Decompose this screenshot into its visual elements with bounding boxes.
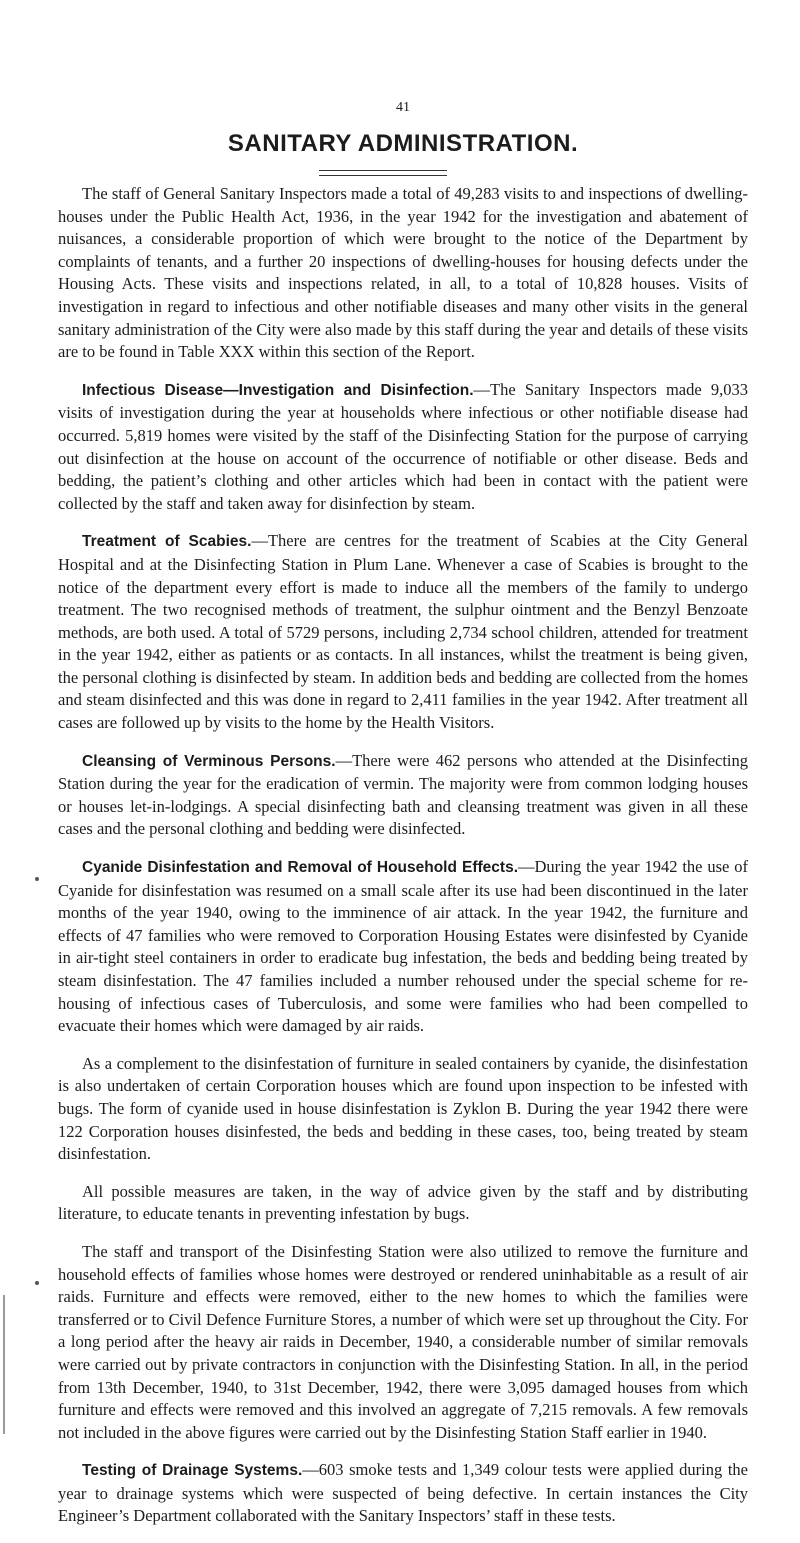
section-heading: Testing of Drainage Systems. [82,1462,303,1480]
section-heading: Infectious Disease—Investigation and Disinfection. [82,381,474,399]
section-heading: Cleansing of Verminous Persons. [82,752,336,770]
page-title: SANITARY ADMINISTRATION. [227,130,579,157]
section-heading: Treatment of Scabies. [82,533,252,551]
paragraph-text: —603 smoke tests and 1,349 colour tests were applied during the year to drainage systems which were suspected of being defective. In certain instances the City Engineer’s Department collaborated with the Sanitary Inspectors’ staff in these tests. [58,1460,748,1526]
paragraph-verminous-persons [58,750,748,841]
scan-edge-mark [3,1295,5,1434]
paragraph-scabies [58,530,748,734]
paragraph-text: —The Sanitary Inspectors made 9,033 visits of investigation during the year at households where infectious or other notifiable disease had occurred. 5,819 homes were visited by the staff of the Disinfecting Station for the purpose of carrying out disinfection at the house on account of the occurrence of notifiable or other disease. Beds and bedding, the patient’s clothing and other articles which had been in contact with the patient were collected by the staff and taken away for disinfection by steam. [58,379,748,513]
page-number: 41 [396,100,410,115]
scan-speck [35,1281,39,1285]
body-text [58,183,748,1543]
paragraph-text: The staff and transport of the Disinfesting Station were also utilized to remove the furniture and household effects of families whose homes were destroyed or rendered uninhabitable as a result of air raids. Furniture and effects were removed, either to the new homes to which the families were transferred or to Civil Defence Furniture Stores, a number of which were set up throughout the City. For a long period after the heavy air raids in December, 1940, a considerable number of similar removals were carried out by private contractors in conjunction with the Disinfesting Station. In all, in the period from 13th December, 1940, to 31st December, 1942, there were 3,095 damaged houses from which furniture and effects were removed and this involved an aggregate of 7,215 removals. A few removals not included in the above figures were carried out by the Disinfesting Station Staff earlier in 1940. [58,1241,748,1442]
paragraph-removals [58,1241,748,1444]
paragraph-text: As a complement to the disinfestation of furniture in sealed containers by cyanide, the disinfestation is also undertaken of certain Corporation houses which are found upon inspection to be infested with bugs. The form of cyanide used in house disinfestation is Zyklon B. During the year 1942 there were 122 Corporation houses disinfested, the beds and bedding in these cases, too, being treated by steam disinfestation. [58,1053,748,1164]
title-underline [319,170,447,176]
scan-speck [35,877,39,881]
section-heading: Cyanide Disinfestation and Removal of Household Effects. [82,859,519,877]
paragraph-intro [58,183,748,364]
paragraph-text: —There were 462 persons who attended at the Disinfecting Station during the year for the eradication of vermin. The majority were from common lodging houses or houses let-in-lodgings. A special disinfecting bath and cleansing treatment was given in all these cases and the personal clothing and bedding were disinfected. [58,750,749,839]
paragraph-advice [58,1181,748,1226]
paragraph-text: All possible measures are taken, in the way of advice given by the staff and by distributing literature, to educate tenants in preventing infestation by bugs. [58,1181,748,1224]
paragraph-cyanide [58,856,748,1038]
paragraph-text: —During the year 1942 the use of Cyanide for disinfestation was resumed on a small scale after its use had been discontinued in the later months of the year 1940, owing to the imminence of air attack. In the year 1942, the furniture and effects of 47 families who were removed to Corporation Housing Estates were disinfested by Cyanide in air-tight steel containers in order to eradicate bug infestation, the beds and bedding being treated by steam disinfestation. The 47 families included a number rehoused under the special scheme for re-housing of infectious cases of Tuberculosis, and some were families who had been compelled to evacuate their homes which were damaged by air raids. [58,857,748,1036]
paragraph-house-disinfestation [58,1053,748,1166]
paragraph-text: The staff of General Sanitary Inspectors made a total of 49,283 visits to and inspections of dwelling-houses under the Public Health Act, 1936, in the year 1942 for the investigation and abatement of nuisances, a considerable proportion of which were brought to the notice of the Department by complaints of tenants, and a further 20 inspections of dwelling-houses for housing defects under the Housing Acts. These visits and inspections related, in all, to a total of 10,828 houses. Visits of investigation in regard to infectious and other notifiable diseases and many other visits in the general sanitary administration of the City were also made by this staff during the year and details of these visits are to be found in Table XXX within this section of the Report. [58,184,748,362]
paragraph-drainage [58,1459,748,1528]
paragraph-text: —There are centres for the treatment of Scabies at the City General Hospital and at the Disinfecting Station in Plum Lane. Whenever a case of Scabies is brought to the notice of the department every effort is made to induce all the members of the family to undergo treatment. The two recognised methods of treatment, the sulphur ointment and the Benzyl Benzoate methods, are both used. A total of 5729 persons, including 2,734 school children, attended for treatment in the year 1942, either as patients or as contacts. In all instances, whilst the treatment is being given, the personal clothing is disinfected by steam. In addition beds and bedding are collected from the homes and steam disinfected and this was done in regard to 2,411 families in the year 1942. After treatment all cases are followed up by visits to the home by the Health Visitors. [58,531,748,733]
paragraph-infectious-disease [58,379,748,516]
